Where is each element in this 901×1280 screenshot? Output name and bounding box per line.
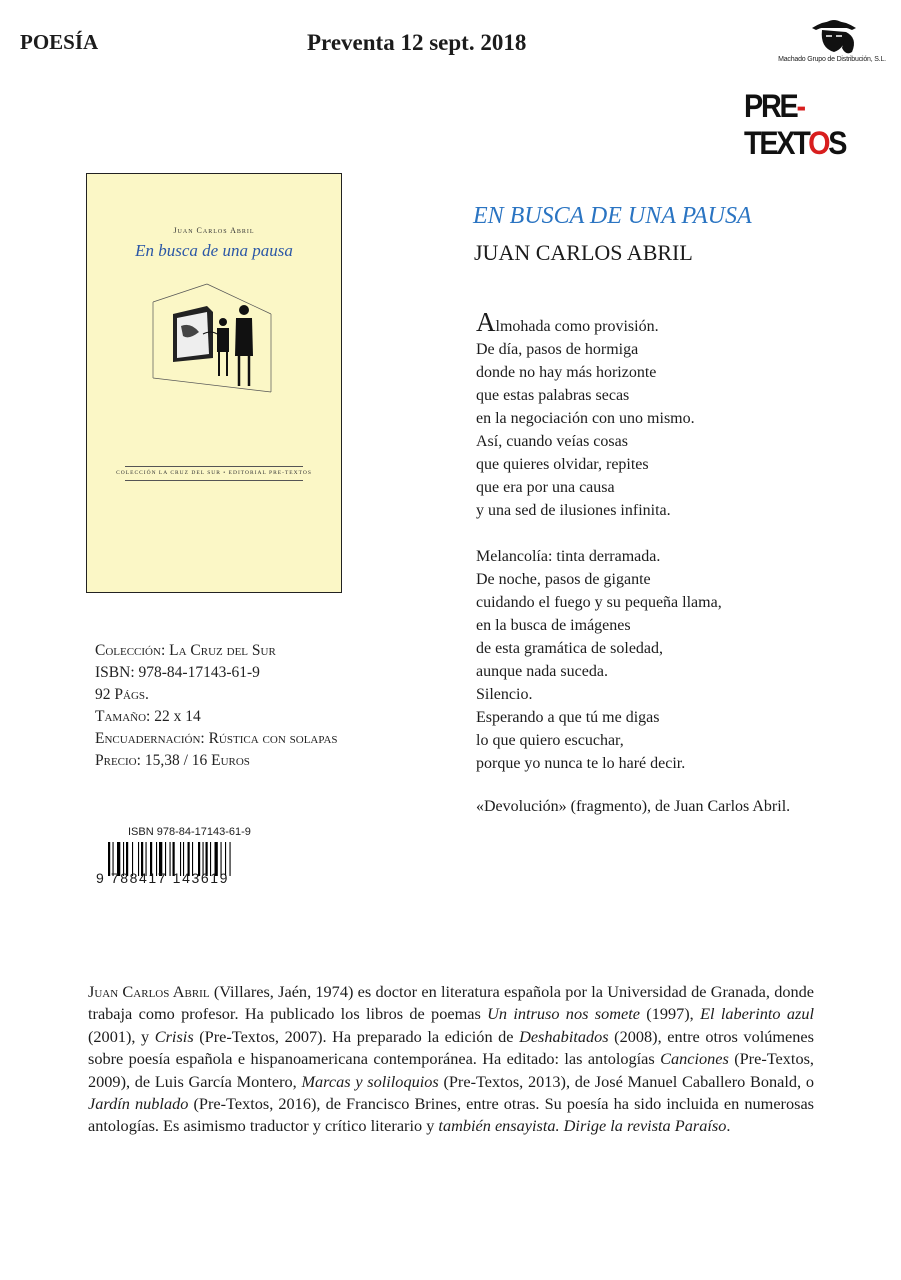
collection-label: Colección: xyxy=(95,642,166,659)
poem-dropcap: A xyxy=(476,307,496,337)
barcode-bar xyxy=(230,842,231,876)
bio-text: (Pre-Textos, 2013), de José Manuel Caballero Bonald, o xyxy=(438,1071,814,1091)
book-cover xyxy=(86,173,342,593)
poem-line: Así, cuando veías cosas xyxy=(476,433,628,450)
bio-author-name: Juan Carlos Abril xyxy=(88,982,210,1001)
bio-text: (2001), y xyxy=(88,1026,155,1046)
poem-line: De noche, pasos de gigante xyxy=(476,571,651,588)
cover-rule-bottom xyxy=(125,480,303,481)
author-bio xyxy=(88,981,814,1138)
poem-source: «Devolución» (fragmento), de Juan Carlos Abril. xyxy=(476,798,791,815)
genre-label: POESÍA xyxy=(20,30,99,54)
poem-line: que estas palabras secas xyxy=(476,387,630,404)
cover-rule-top xyxy=(125,466,303,467)
collection-value: La Cruz del Sur xyxy=(169,642,276,659)
poem-line: y una sed de ilusiones infinita. xyxy=(476,502,671,519)
size-value: 22 x 14 xyxy=(154,708,201,725)
detail-price xyxy=(95,750,338,772)
detail-pages: 92 Págs. xyxy=(95,686,149,703)
poem-line: que era por una causa xyxy=(476,479,615,496)
cover-title: En busca de una pausa xyxy=(135,241,293,260)
book-author: JUAN CARLOS ABRIL xyxy=(474,240,693,265)
bio-book-title: Crisis xyxy=(154,1026,194,1046)
poem-first-line: lmohada como provisión. xyxy=(495,318,659,335)
poem-line: De día, pasos de hormiga xyxy=(476,341,639,358)
bio-book-title: Marcas y soliloquios xyxy=(301,1071,439,1091)
poem-line: lo que quiero escuchar, xyxy=(476,732,624,749)
size-label: Tamaño: xyxy=(95,708,151,725)
presale-date: Preventa 12 sept. 2018 xyxy=(307,30,527,55)
bio-book-title: Jardín nublado xyxy=(88,1094,189,1114)
bio-book-title: Un intruso nos somete xyxy=(487,1004,640,1024)
distributor-logo-icon xyxy=(786,12,882,74)
logo-part-text: TEXT xyxy=(744,125,809,161)
cover-illustration-icon xyxy=(147,282,277,402)
bio-text: (Pre-Textos, 2009), de Luis García Montero, xyxy=(88,1049,814,1091)
barcode-isbn-text: ISBN 978-84-17143-61-9 xyxy=(128,826,251,838)
poem-line: donde no hay más horizonte xyxy=(476,364,657,381)
detail-collection xyxy=(95,640,338,662)
poem-line: en la negociación con uno mismo. xyxy=(476,410,695,427)
poem-line: en la busca de imágenes xyxy=(476,617,631,634)
bio-book-title: también ensayista. Dirige la revista Paraíso xyxy=(438,1116,727,1136)
detail-size xyxy=(95,706,338,728)
poem-line: de esta gramática de soledad, xyxy=(476,640,664,657)
bio-book-title: Deshabitados xyxy=(519,1026,609,1046)
poem-line: Silencio. xyxy=(476,686,533,703)
publisher-logo xyxy=(744,88,885,162)
poem-line: aunque nada suceda. xyxy=(476,663,608,680)
poem-line xyxy=(476,307,722,338)
distributor-name: Machado Grupo de Distribución, S.L. xyxy=(778,56,886,63)
binding-value: Rústica con solapas xyxy=(208,730,338,747)
poem-line: que quieres olvidar, repites xyxy=(476,456,649,473)
cover-author: Juan Carlos Abril xyxy=(173,226,255,235)
bio-text: . xyxy=(726,1116,731,1136)
detail-isbn: ISBN: 978-84-17143-61-9 xyxy=(95,664,260,681)
book-details xyxy=(95,640,338,772)
poem-line: cuidando el fuego y su pequeña llama, xyxy=(476,594,722,611)
bio-book-title: Canciones xyxy=(660,1049,729,1069)
bio-text: (Villares, Jaén, 1974) es doctor en literatura española por la Universidad de Granada, donde trabaja como profesor. Ha publicado los libros de poemas xyxy=(88,982,814,1024)
bio-text: (Pre-Textos, 2016), de Francisco Brines, entre otras. Su poesía ha sido incluida en numerosas antologías. Es asimismo traductor y crítico literario y xyxy=(88,1094,815,1136)
bio-text: (2008), entre otros volúmenes sobre poesía española e hispanoamericana contemporánea. Ha editado: las antologías xyxy=(88,1026,814,1069)
binding-label: Encuadernación: xyxy=(95,730,205,747)
logo-part-dash: - xyxy=(796,88,804,124)
stanza-gap xyxy=(476,522,722,545)
price-label: Precio: xyxy=(95,752,141,769)
bio-text: (1997), xyxy=(639,1004,701,1024)
poem-line: Esperando a que tú me digas xyxy=(476,709,660,726)
detail-binding xyxy=(95,728,338,750)
poem-line: Melancolía: tinta derramada. xyxy=(476,548,661,565)
bio-text: (Pre-Textos, 2007). Ha preparado la edición de xyxy=(193,1026,520,1046)
barcode-digits: 9 788417 143619 xyxy=(96,870,229,886)
price-value: 15,38 / 16 Euros xyxy=(144,752,250,769)
book-title: EN BUSCA DE UNA PAUSA xyxy=(473,203,752,229)
bio-book-title: El laberinto azul xyxy=(700,1004,815,1024)
cover-footer: COLECCIÓN LA CRUZ DEL SUR • EDITORIAL PRE-TEXTOS xyxy=(116,470,312,476)
poem-excerpt xyxy=(476,307,722,775)
logo-part-s: S xyxy=(828,125,846,161)
poem-line: porque yo nunca te lo haré decir. xyxy=(476,755,686,772)
logo-part-pre: PRE xyxy=(744,88,797,124)
logo-part-o: O xyxy=(808,125,829,161)
